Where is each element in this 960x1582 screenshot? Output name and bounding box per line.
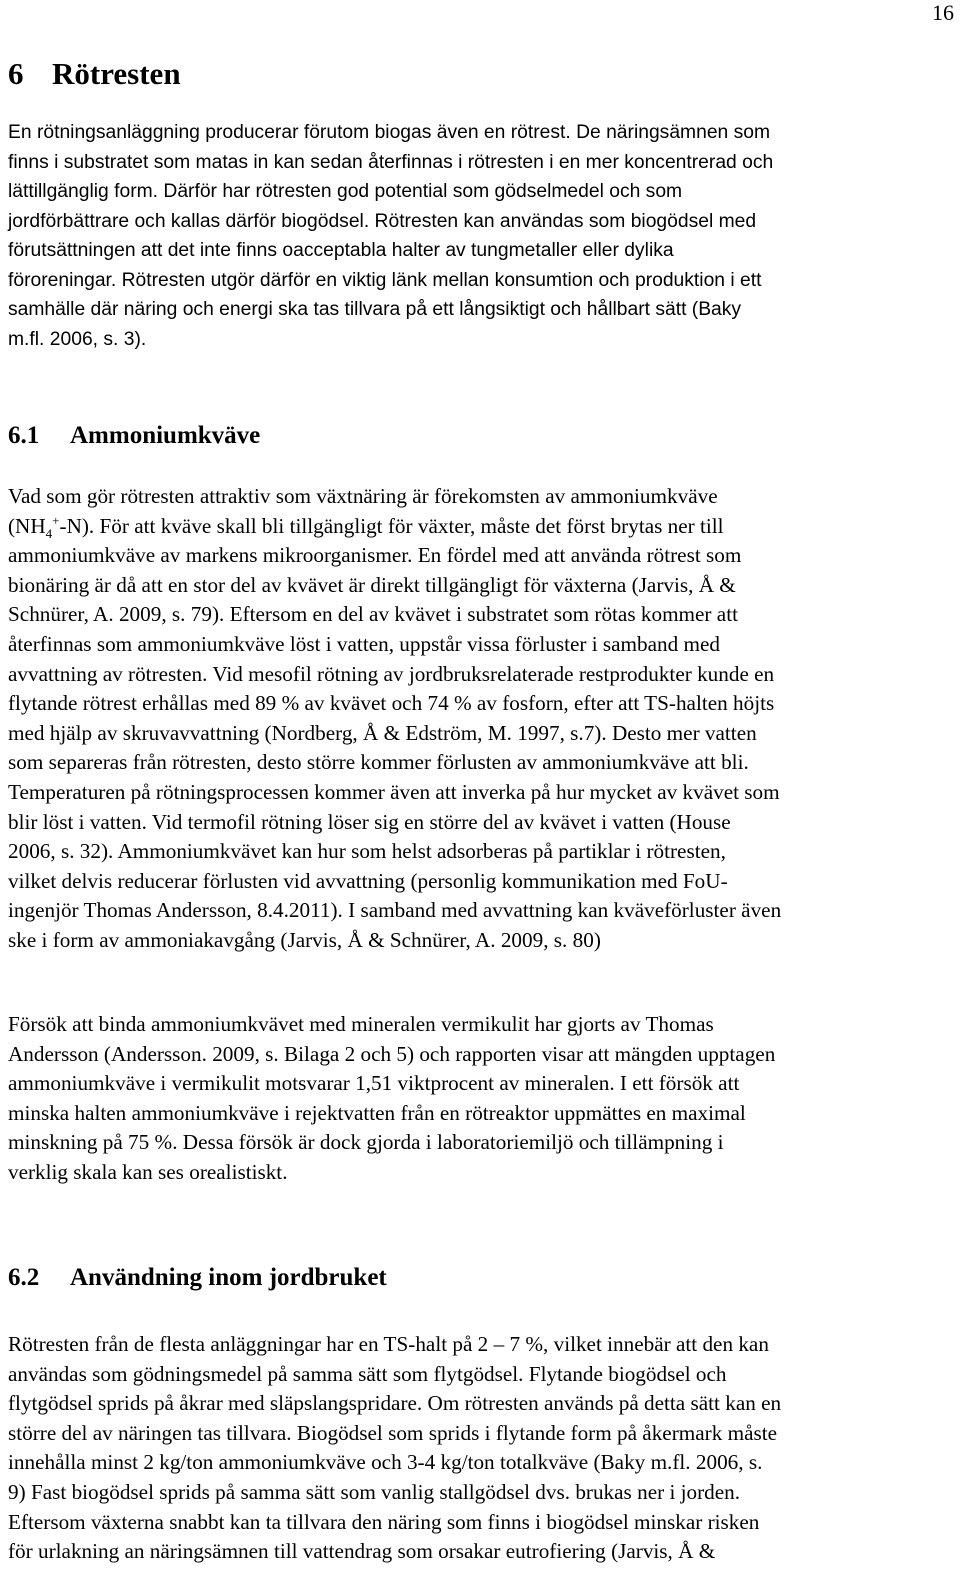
text-line: minskning på 75 %. Dessa försök är dock gjorda i laboratoriemiljö och tillämpning i <box>8 1130 724 1155</box>
text-line: ingenjör Thomas Andersson, 8.4.2011). I samband med avvattning kan kväveförluster även <box>8 898 782 923</box>
text-line: Schnürer, A. 2009, s. 79). Eftersom en del av kvävet i substratet som rötas kommer att <box>8 602 738 627</box>
text-line: blir löst i vatten. Vid termofil rötning löser sig en större del av kvävet i vatten (House <box>8 809 731 834</box>
section-number: 6.2 <box>8 1264 40 1291</box>
text-line: Rötresten från de flesta anläggningar har en TS-halt på 2 – 7 %, vilket innebär att den kan <box>8 1332 769 1356</box>
text-line: Eftersom växterna snabbt kan ta tillvara den näring som finns i biogödsel minskar risken <box>8 1509 760 1534</box>
text-line: flytgödsel sprids på åkrar med släpslangspridare. Om rötresten används på detta sätt kan en <box>8 1391 782 1416</box>
nh4-superscript: + <box>52 512 60 528</box>
text-line: verklig skala kan ses orealistiskt. <box>8 1159 288 1184</box>
text-line: Försök att binda ammoniumkvävet med mineralen vermikulit har gjorts av Thomas <box>8 1012 714 1036</box>
text-line: jordförbättrare och kallas därför biogödsel. Rötresten kan användas som biogödsel med <box>8 210 757 232</box>
nh4-open: (NH <box>8 513 46 538</box>
text-line: innehålla minst 2 kg/ton ammoniumkväve och 3-4 kg/ton totalkväve (Baky m.fl. 2006, s. <box>8 1450 763 1475</box>
text-line: avvattning av rötresten. Vid mesofil rötning av jordbruksrelaterade restprodukter kunde en <box>8 661 775 686</box>
chapter-heading <box>8 56 181 92</box>
text-line: minska halten ammoniumkväve i rejektvatten från en rötreaktor uppmättes en maximal <box>8 1100 746 1125</box>
text-line: som separeras från rötresten, desto större kommer förlusten av ammoniumkväve att bli. <box>8 750 749 775</box>
text-line: Temperaturen på rötningsprocessen kommer även att inverka på hur mycket av kvävet som <box>8 779 780 804</box>
section-heading-6-1 <box>8 422 260 450</box>
text-line-nh4 <box>8 512 953 542</box>
text-line: användas som gödningsmedel på samma sätt som flytgödsel. Flytande biogödsel och <box>8 1361 727 1386</box>
text-line: Andersson (Andersson. 2009, s. Bilaga 2 och 5) och rapporten visar att mängden upptagen <box>8 1041 776 1066</box>
section-6-1-paragraph-1 <box>8 482 953 956</box>
text-line: m.fl. 2006, s. 3). <box>8 328 147 350</box>
page-number: 16 <box>932 0 954 25</box>
section-6-1-paragraph-2 <box>8 1010 953 1188</box>
chapter-intro-paragraph <box>8 118 953 354</box>
chapter-number: 6 <box>8 56 24 91</box>
text-line: för urlakning an näringsämnen till vattendrag som orsakar eutrofiering (Jarvis, Å & <box>8 1539 716 1564</box>
text-line: ske i form av ammoniakavgång (Jarvis, Å & Schnürer, A. 2009, s. 80) <box>8 927 601 952</box>
text-line: föroreningar. Rötresten utgör därför en viktig länk mellan konsumtion och produktion i ett <box>8 269 762 291</box>
text-line: flytande rötrest erhållas med 89 % av kvävet och 74 % av fosforn, efter att TS-halten höjts <box>8 691 775 716</box>
text-line: med hjälp av skruvavvattning (Nordberg, Å & Edström, M. 1997, s.7). Desto mer vatten <box>8 720 757 745</box>
section-title: Ammoniumkväve <box>70 422 261 449</box>
section-heading-6-2 <box>8 1264 387 1292</box>
text-line: bionäring är då att en stor del av kvävet är direkt tillgängligt för växterna (Jarvis, Å & <box>8 572 736 597</box>
section-title: Användning inom jordbruket <box>70 1264 387 1291</box>
text-line: ammoniumkväve i vermikulit motsvarar 1,51 viktprocent av mineralen. I ett försök att <box>8 1071 740 1096</box>
nh4-rest: -N). För att kväve skall bli tillgängligt för växter, måste det först brytas ner till <box>59 513 724 538</box>
text-line: lättillgänglig form. Därför har rötresten god potential som gödselmedel och som <box>8 181 683 202</box>
text-line: Vad som gör rötresten attraktiv som växtnäring är förekomsten av ammoniumkväve <box>8 484 718 508</box>
text-line: En rötningsanläggning producerar förutom biogas även en rötrest. De näringsämnen som <box>8 122 771 143</box>
section-number: 6.1 <box>8 422 40 449</box>
text-line: 2006, s. 32). Ammoniumkvävet kan hur som helst adsorberas på partiklar i rötresten, <box>8 839 726 864</box>
text-line: finns i substratet som matas in kan sedan återfinnas i rötresten i en mer koncentrerad och <box>8 151 774 173</box>
text-line: vilket delvis reducerar förlusten vid avvattning (personlig kommunikation med FoU- <box>8 868 728 893</box>
nh4-subscript: 4 <box>45 525 53 541</box>
text-line: ammoniumkväve av markens mikroorganismer. En fördel med att använda rötrest som <box>8 543 742 568</box>
text-line: samhälle där näring och energi ska tas tillvara på ett långsiktigt och hållbart sätt (Baky <box>8 299 742 320</box>
chapter-title: Rötresten <box>52 56 181 91</box>
text-line: 9) Fast biogödsel sprids på samma sätt som vanlig stallgödsel dvs. brukas ner i jorden. <box>8 1479 741 1504</box>
section-6-2-paragraph-1 <box>8 1330 953 1567</box>
text-line: förutsättningen att det inte finns oacceptabla halter av tungmetaller eller dylika <box>8 240 674 261</box>
text-line: återfinnas som ammoniumkväve löst i vatten, uppstår vissa förluster i samband med <box>8 631 720 656</box>
text-line: större del av näringen tas tillvara. Biogödsel som sprids i flytande form på åkermark måste <box>8 1420 778 1445</box>
